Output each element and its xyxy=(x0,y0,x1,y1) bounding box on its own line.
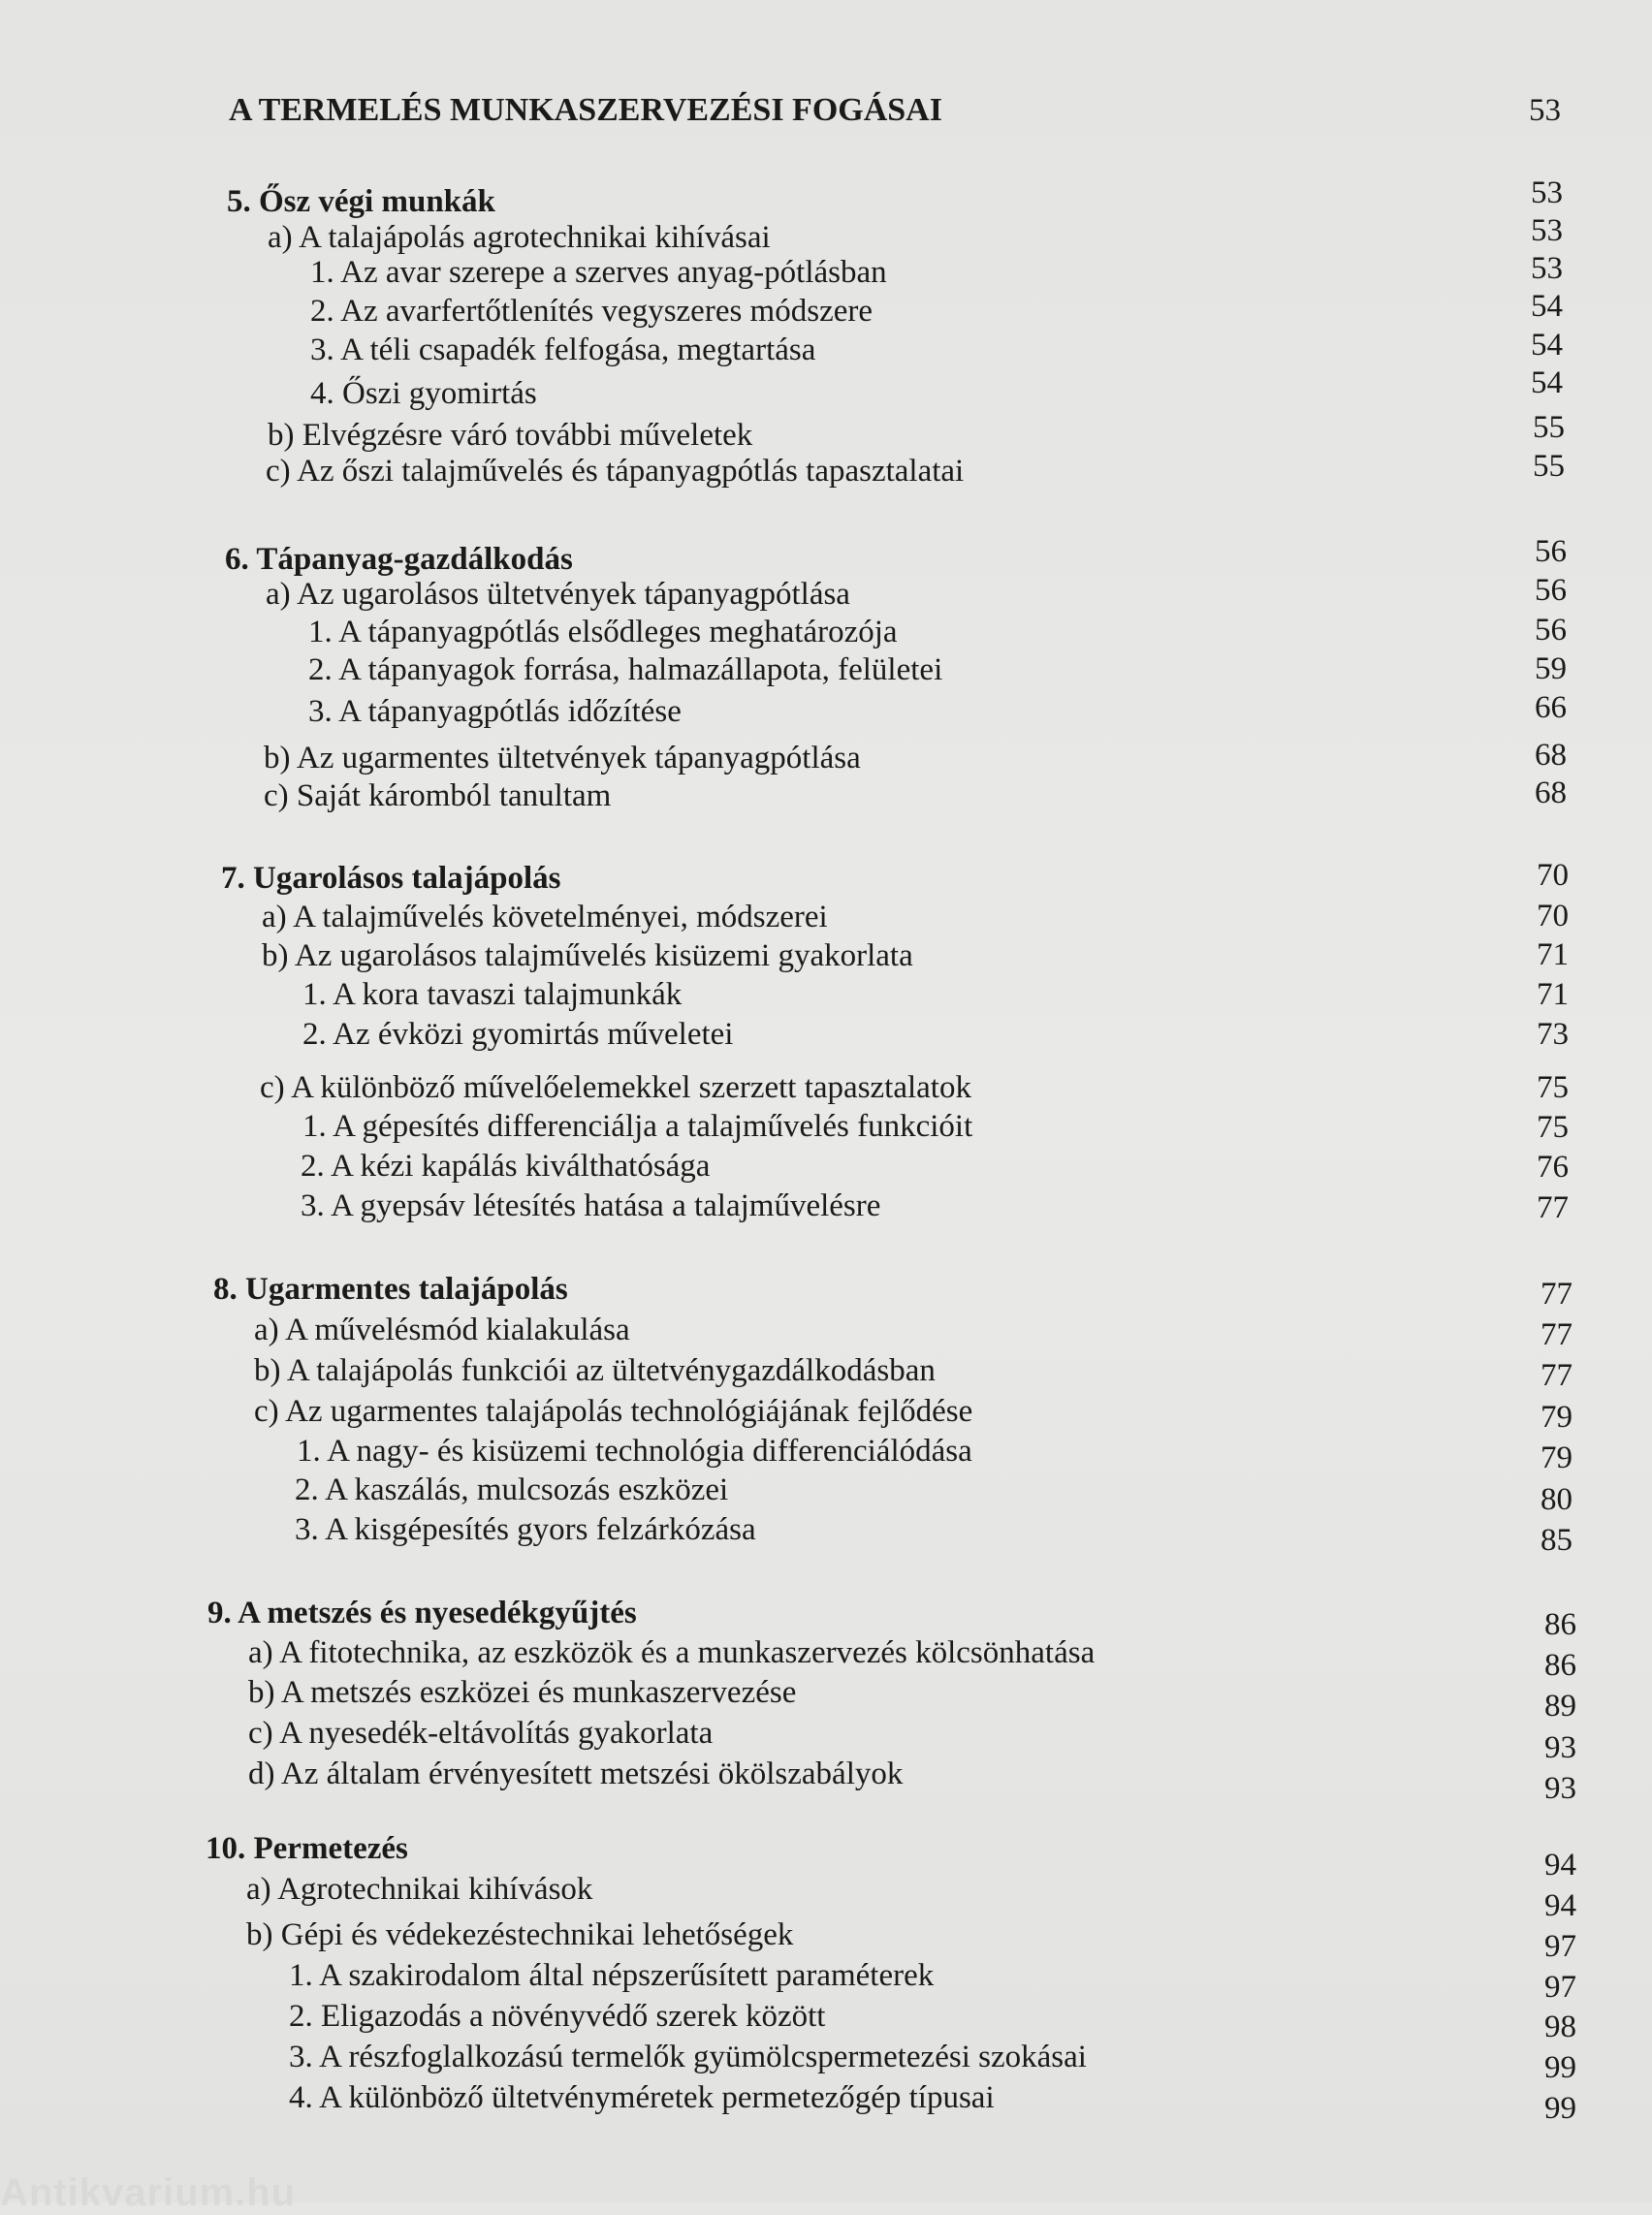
toc-entry: 3. A téli csapadék felfogása, megtartása xyxy=(310,332,816,367)
toc-page: 56 xyxy=(1535,573,1567,608)
toc-page: 76 xyxy=(1537,1150,1569,1185)
toc-page: 85 xyxy=(1541,1523,1573,1558)
toc-page: 77 xyxy=(1537,1190,1569,1225)
toc-page: 68 xyxy=(1535,738,1567,773)
toc-entry: 4. A különböző ültetvényméretek permetezőgép típusai xyxy=(289,2080,995,2115)
toc-page: 71 xyxy=(1537,977,1569,1012)
toc-page: 54 xyxy=(1531,328,1563,363)
toc-entry: 1. A tápanyagpótlás elsődleges meghatározója xyxy=(308,615,898,649)
toc-page: 89 xyxy=(1544,1689,1576,1724)
section-page: 86 xyxy=(1544,1607,1576,1642)
toc-page: 54 xyxy=(1531,365,1563,400)
toc-page: 79 xyxy=(1541,1440,1573,1475)
section-title: 8. Ugarmentes talajápolás xyxy=(213,1272,568,1307)
toc-entry: a) Agrotechnikai kihívások xyxy=(246,1872,593,1907)
toc-entry: b) Az ugarmentes ültetvények tápanyagpótlása xyxy=(264,741,861,775)
toc-entry: 2. A kézi kapálás kiválthatósága xyxy=(301,1149,711,1184)
toc-entry: a) A fitotechnika, az eszközök és a munkaszervezés kölcsönhatása xyxy=(248,1635,1096,1670)
toc-page: 53 xyxy=(1531,251,1563,286)
toc-entry: c) Az őszi talajművelés és tápanyagpótlás tapasztalatai xyxy=(266,454,965,489)
toc-entry: b) Elvégzésre váró további műveletek xyxy=(268,418,753,453)
section-page: 70 xyxy=(1537,858,1569,893)
toc-page: 75 xyxy=(1537,1110,1569,1145)
toc-page: 71 xyxy=(1537,937,1569,972)
toc-entry: 1. Az avar szerepe a szerves anyag-pótlásban xyxy=(310,255,887,290)
toc-page: 99 xyxy=(1544,2050,1576,2085)
toc-entry: d) Az általam érvényesített metszési ökölszabályok xyxy=(248,1756,904,1791)
section-title: 9. A metszés és nyesedékgyűjtés xyxy=(207,1596,637,1630)
section-page: 56 xyxy=(1535,534,1567,569)
toc-entry: 4. Őszi gyomirtás xyxy=(310,376,537,411)
section-title: 5. Ősz végi munkák xyxy=(227,184,495,219)
toc-page: 53 xyxy=(1531,213,1563,248)
toc-page: 77 xyxy=(1541,1358,1573,1393)
toc-page: 66 xyxy=(1535,690,1567,725)
toc-entry: 1. A gépesítés differenciálja a talajművelés funkcióit xyxy=(302,1109,973,1144)
toc-entry: 1. A szakirodalom által népszerűsített paraméterek xyxy=(289,1958,935,1993)
toc-entry: a) A talajművelés követelményei, módszerei xyxy=(262,900,828,934)
chapter-title: A TERMELÉS MUNKASZERVEZÉSI FOGÁSAI xyxy=(229,92,942,128)
toc-page: 55 xyxy=(1533,449,1565,484)
toc-page: 93 xyxy=(1544,1771,1576,1806)
watermark-text: Antikvarium.hu xyxy=(0,2171,297,2214)
toc-entry: b) Az ugarolásos talajművelés kisüzemi gyakorlata xyxy=(262,938,913,973)
toc-entry: 2. Az évközi gyomirtás műveletei xyxy=(302,1017,734,1052)
toc-entry: b) A talajápolás funkciói az ültetvénygazdálkodásban xyxy=(254,1353,936,1388)
toc-entry: c) Saját káromból tanultam xyxy=(264,778,612,813)
toc-entry: 3. A gyepsáv létesítés hatása a talajművelésre xyxy=(301,1188,881,1223)
toc-page: 98 xyxy=(1544,2009,1576,2044)
toc-entry: c) Az ugarmentes talajápolás technológiájának fejlődése xyxy=(254,1394,973,1429)
toc-page: 80 xyxy=(1541,1482,1573,1517)
section-title: 7. Ugarolásos talajápolás xyxy=(221,861,561,896)
toc-page: 54 xyxy=(1531,289,1563,324)
toc-entry: b) Gépi és védekezéstechnikai lehetőségek xyxy=(246,1917,794,1952)
toc-entry: 2. Az avarfertőtlenítés vegyszeres módszere xyxy=(310,294,873,329)
toc-entry: c) A különböző művelőelemekkel szerzett tapasztalatok xyxy=(260,1070,971,1105)
toc-page: 99 xyxy=(1544,2091,1576,2126)
toc-page: 68 xyxy=(1535,775,1567,810)
toc-page: 75 xyxy=(1537,1070,1569,1105)
toc-page: 56 xyxy=(1535,613,1567,648)
toc-entry: a) A művelésmód kialakulása xyxy=(254,1313,630,1347)
toc-entry: 2. A tápanyagok forrása, halmazállapota, felületei xyxy=(308,652,943,687)
toc-entry: 3. A kisgépesítés gyors felzárkózása xyxy=(295,1512,756,1547)
toc-page: 93 xyxy=(1544,1730,1576,1765)
toc-entry: b) A metszés eszközei és munkaszervezése xyxy=(248,1675,797,1710)
toc-entry: a) A talajápolás agrotechnikai kihívásai xyxy=(268,220,771,255)
toc-entry: 2. A kaszálás, mulcsozás eszközei xyxy=(295,1472,729,1507)
toc-page: 94 xyxy=(1544,1888,1576,1923)
toc-page: 70 xyxy=(1537,899,1569,933)
toc-entry: c) A nyesedék-eltávolítás gyakorlata xyxy=(248,1716,714,1751)
section-page: 77 xyxy=(1541,1277,1573,1312)
section-page: 53 xyxy=(1531,175,1563,210)
toc-page: 73 xyxy=(1537,1017,1569,1052)
chapter-page: 53 xyxy=(1529,93,1561,128)
section-title: 10. Permetezés xyxy=(206,1831,408,1866)
toc-page: 97 xyxy=(1544,1929,1576,1964)
toc-page: 86 xyxy=(1544,1648,1576,1683)
toc-entry: 3. A részfoglalkozású termelők gyümölcspermetezési szokásai xyxy=(289,2040,1087,2074)
toc-entry: 3. A tápanyagpótlás időzítése xyxy=(308,694,682,729)
section-title: 6. Tápanyag-gazdálkodás xyxy=(225,542,573,577)
toc-entry: 1. A kora tavaszi talajmunkák xyxy=(302,977,683,1012)
toc-entry: 2. Eligazodás a növényvédő szerek között xyxy=(289,1999,826,2034)
toc-page: 97 xyxy=(1544,1970,1576,2005)
toc-entry: 1. A nagy- és kisüzemi technológia differenciálódása xyxy=(297,1434,972,1469)
toc-page: 77 xyxy=(1541,1317,1573,1352)
section-page: 94 xyxy=(1544,1848,1576,1883)
toc-page: 55 xyxy=(1533,410,1565,445)
toc-page: 79 xyxy=(1541,1400,1573,1435)
toc-page: 59 xyxy=(1535,651,1567,686)
toc-entry: a) Az ugarolásos ültetvények tápanyagpótlása xyxy=(266,577,850,612)
